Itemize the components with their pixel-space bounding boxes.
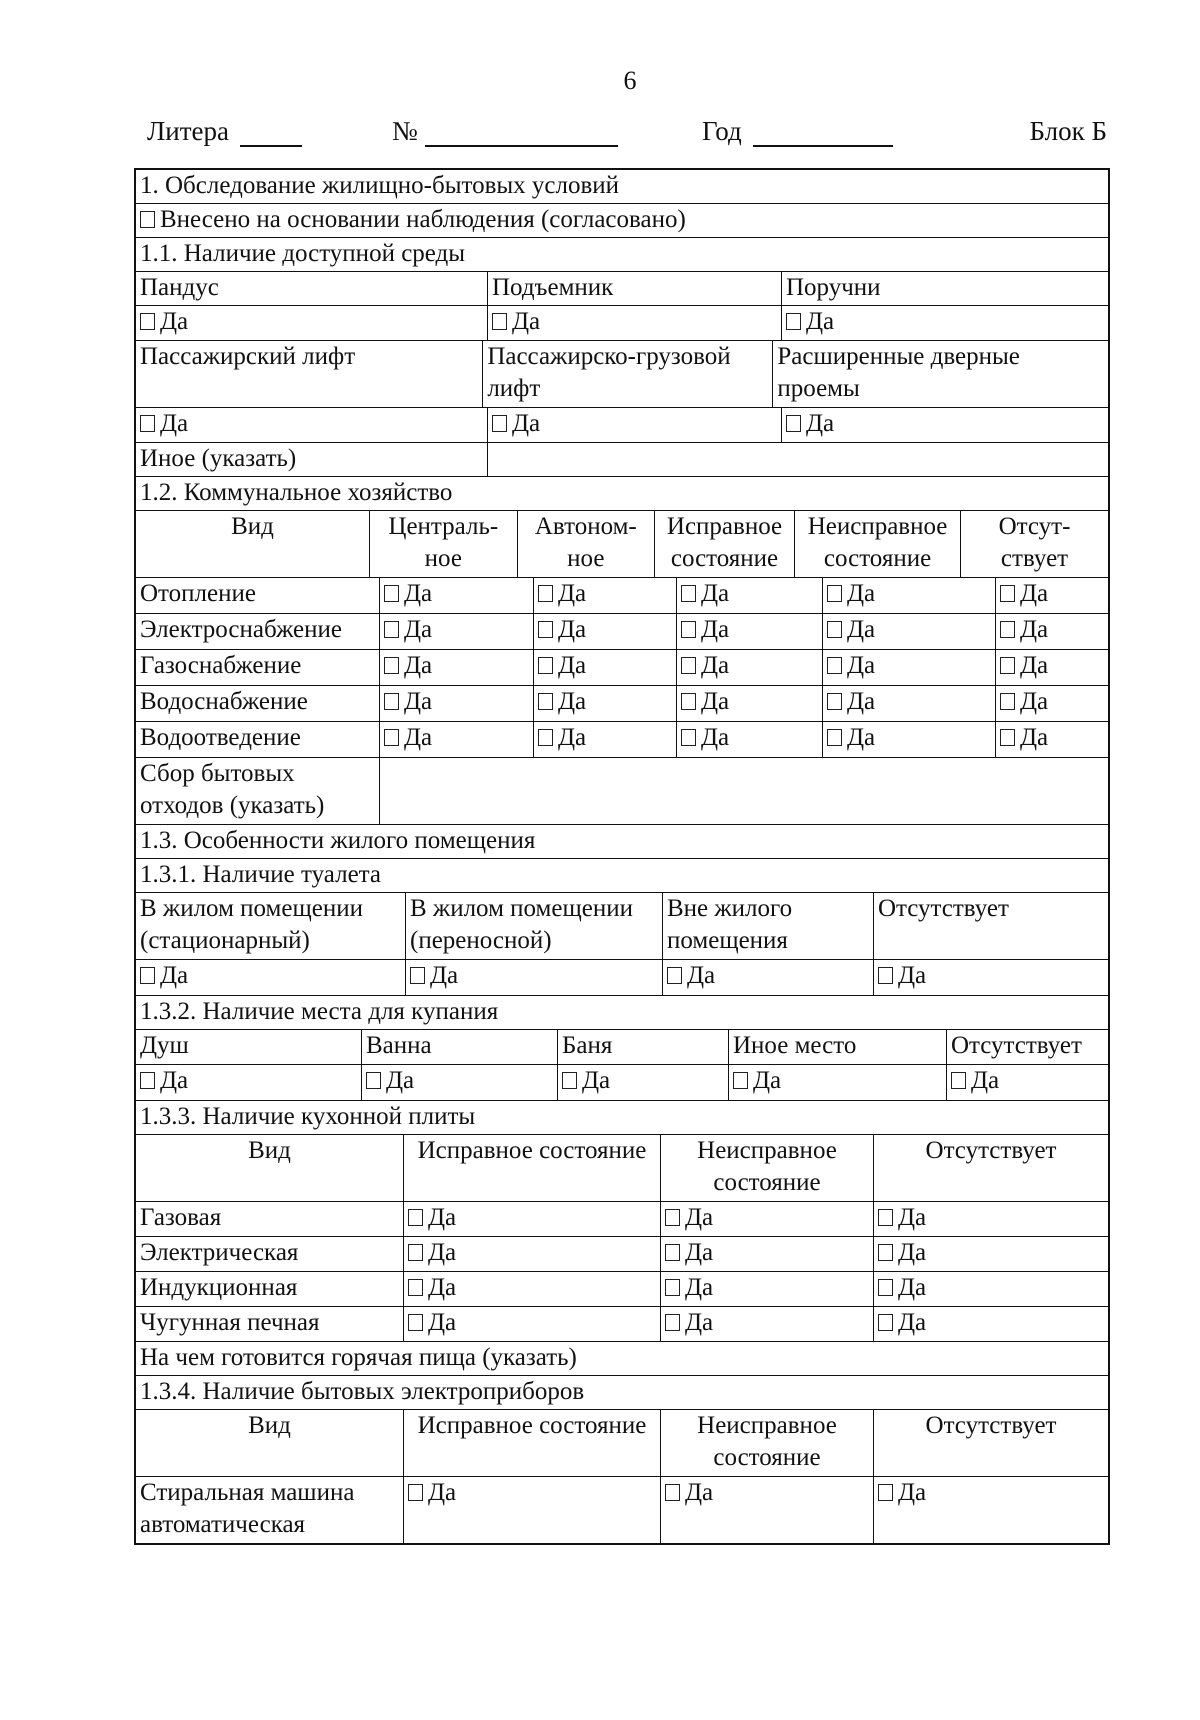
bathing-header-row xyxy=(136,1029,1108,1064)
number-field[interactable] xyxy=(425,145,618,147)
section-1-3-title: 1.3. Особенности жилого помещения xyxy=(140,827,536,854)
yes-label: Да xyxy=(428,1479,457,1506)
passenger-elevator-label: Пассажирский лифт xyxy=(140,343,356,370)
utilities-header-row xyxy=(136,510,1108,577)
bathing-col-shower: Душ xyxy=(140,1032,189,1059)
checkbox[interactable] xyxy=(538,585,553,602)
utilities-check[interactable] xyxy=(995,650,1108,685)
lift-platform-check[interactable] xyxy=(487,306,781,340)
yes-label: Да xyxy=(1020,652,1049,679)
yes-label: Да xyxy=(430,962,459,989)
yes-label: Да xyxy=(428,1204,457,1231)
checkbox[interactable] xyxy=(140,415,155,432)
header-line xyxy=(147,114,1107,148)
section-1-title-row xyxy=(136,170,1108,203)
yes-label: Да xyxy=(685,1204,714,1231)
checkbox[interactable] xyxy=(492,415,507,432)
checkbox[interactable] xyxy=(827,657,842,674)
yes-label: Да xyxy=(160,308,189,335)
yes-label: Да xyxy=(428,1239,457,1266)
toilet-col-stationary: В жилом помещении (стационарный) xyxy=(140,895,363,954)
yes-label: Да xyxy=(386,1067,415,1094)
stove-col-absent: Отсутствует xyxy=(873,1135,1108,1201)
checkbox[interactable] xyxy=(538,621,553,638)
yes-label: Да xyxy=(753,1067,782,1094)
yes-label: Да xyxy=(160,1067,189,1094)
year-field[interactable] xyxy=(753,145,893,147)
yes-label: Да xyxy=(847,688,876,715)
section-1-3-4-title: 1.3.4. Наличие бытовых электроприборов xyxy=(140,1378,585,1405)
stove-check[interactable] xyxy=(873,1307,1108,1341)
stove-col-type: Вид xyxy=(248,1137,291,1164)
utilities-row xyxy=(136,649,1108,685)
waste-input[interactable] xyxy=(379,758,1108,824)
checkbox[interactable] xyxy=(665,1279,680,1296)
stove-check[interactable] xyxy=(403,1202,660,1236)
checkbox[interactable] xyxy=(827,693,842,710)
checkbox[interactable] xyxy=(681,621,696,638)
utilities-col-central: Централь- ное xyxy=(369,511,517,577)
utilities-check[interactable] xyxy=(379,614,533,649)
yes-label: Да xyxy=(404,688,433,715)
appliance-col-broken: Неисправное состояние xyxy=(660,1410,873,1476)
stove-check[interactable] xyxy=(660,1307,873,1341)
appliance-row-label: Стиральная машина автоматическая xyxy=(140,1479,355,1538)
appliance-header-row xyxy=(136,1409,1108,1476)
yes-label: Да xyxy=(898,1274,927,1301)
stove-check[interactable] xyxy=(873,1202,1108,1236)
checkbox[interactable] xyxy=(140,313,155,330)
utilities-col-absent: Отсут- ствует xyxy=(960,511,1108,577)
yes-label: Да xyxy=(1020,580,1049,607)
ramp-check[interactable] xyxy=(136,306,487,340)
checkbox[interactable] xyxy=(878,1279,893,1296)
appliance-col-working: Исправное состояние xyxy=(403,1410,660,1476)
checkbox[interactable] xyxy=(562,1072,577,1089)
section-1-1-title-row xyxy=(136,237,1108,271)
yes-label: Да xyxy=(687,962,716,989)
utilities-check[interactable] xyxy=(533,578,676,613)
utilities-row-label: Газоснабжение xyxy=(140,652,302,679)
yes-label: Да xyxy=(701,724,730,751)
checkbox[interactable] xyxy=(667,967,682,984)
utilities-check[interactable] xyxy=(676,650,822,685)
utilities-check[interactable] xyxy=(995,686,1108,721)
section-1-3-2-title: 1.3.2. Наличие места для купания xyxy=(140,998,499,1025)
utilities-check[interactable] xyxy=(822,686,995,721)
yes-label: Да xyxy=(847,652,876,679)
stove-row-label: Чугунная печная xyxy=(140,1309,320,1336)
section-1-2-title-row xyxy=(136,476,1108,510)
yes-label: Да xyxy=(685,1239,714,1266)
checkbox[interactable] xyxy=(1000,621,1015,638)
utilities-row-label: Водоснабжение xyxy=(140,688,308,715)
utilities-col-working: Исправное состояние xyxy=(654,511,794,577)
access-row-1-labels xyxy=(136,271,1108,305)
passenger-elevator-check[interactable] xyxy=(136,408,487,442)
section-1-2-title: 1.2. Коммунальное хозяйство xyxy=(140,479,453,506)
utilities-check[interactable] xyxy=(822,578,995,613)
utilities-row xyxy=(136,721,1108,757)
section-1-3-1-title-row xyxy=(136,858,1108,892)
checkbox[interactable] xyxy=(384,585,399,602)
yes-label: Да xyxy=(898,962,927,989)
yes-label: Да xyxy=(898,1239,927,1266)
toilet-col-outside: Вне жилого помещения xyxy=(662,893,873,959)
checkbox[interactable] xyxy=(538,657,553,674)
access-other-label: Иное (указать) xyxy=(140,445,297,472)
bathing-check[interactable] xyxy=(946,1065,1108,1100)
toilet-check-row xyxy=(136,959,1108,995)
observation-checkbox[interactable] xyxy=(140,211,155,228)
checkbox[interactable] xyxy=(538,693,553,710)
utilities-row xyxy=(136,577,1108,613)
yes-label: Да xyxy=(685,1309,714,1336)
lift-platform-label: Подъемник xyxy=(487,272,781,305)
checkbox[interactable] xyxy=(366,1072,381,1089)
utilities-check[interactable] xyxy=(379,578,533,613)
yes-label: Да xyxy=(558,688,587,715)
stove-row xyxy=(136,1236,1108,1271)
checkbox[interactable] xyxy=(878,1314,893,1331)
stove-check[interactable] xyxy=(403,1272,660,1306)
utilities-row xyxy=(136,613,1108,649)
bathing-col-banya: Баня xyxy=(557,1030,728,1064)
toilet-check[interactable] xyxy=(873,960,1108,995)
checkbox[interactable] xyxy=(827,585,842,602)
utilities-check[interactable] xyxy=(676,722,822,757)
yes-label: Да xyxy=(1020,616,1049,643)
yes-label: Да xyxy=(701,580,730,607)
litera-label: Литера xyxy=(147,116,230,146)
checkbox[interactable] xyxy=(1000,585,1015,602)
stove-col-broken: Неисправное состояние xyxy=(660,1135,873,1201)
yes-label: Да xyxy=(404,724,433,751)
checkbox[interactable] xyxy=(878,1484,893,1501)
bathing-check[interactable] xyxy=(557,1065,728,1100)
access-row-2-checks xyxy=(136,407,1108,442)
section-1-3-3-title-row xyxy=(136,1100,1108,1134)
yes-label: Да xyxy=(404,616,433,643)
section-1-3-title-row xyxy=(136,824,1108,858)
stove-row xyxy=(136,1271,1108,1306)
utilities-check[interactable] xyxy=(822,722,995,757)
checkbox[interactable] xyxy=(665,1314,680,1331)
utilities-col-type: Вид xyxy=(231,513,274,540)
yes-label: Да xyxy=(558,580,587,607)
bathing-check[interactable] xyxy=(728,1065,946,1100)
bathing-col-bathtub: Ванна xyxy=(361,1030,557,1064)
utilities-check[interactable] xyxy=(822,650,995,685)
yes-label: Да xyxy=(685,1479,714,1506)
waste-row xyxy=(136,757,1108,824)
utilities-check[interactable] xyxy=(379,686,533,721)
utilities-check[interactable] xyxy=(676,686,822,721)
checkbox[interactable] xyxy=(665,1209,680,1226)
stove-row-label: Электрическая xyxy=(140,1239,299,1266)
stove-row-label: Газовая xyxy=(140,1204,222,1231)
checkbox[interactable] xyxy=(384,657,399,674)
stove-check[interactable] xyxy=(660,1272,873,1306)
checkbox[interactable] xyxy=(878,1209,893,1226)
yes-label: Да xyxy=(558,616,587,643)
yes-label: Да xyxy=(558,724,587,751)
utilities-check[interactable] xyxy=(995,578,1108,613)
wide-doorways-check[interactable] xyxy=(781,408,1108,442)
checkbox[interactable] xyxy=(140,967,155,984)
toilet-col-portable: В жилом помещении (переносной) xyxy=(405,893,662,959)
observation-cell[interactable] xyxy=(136,204,1108,237)
number-label: № xyxy=(392,116,418,146)
utilities-col-broken: Неисправное состояние xyxy=(794,511,960,577)
section-1-3-3-title: 1.3.3. Наличие кухонной плиты xyxy=(140,1103,476,1130)
checkbox[interactable] xyxy=(408,1484,423,1501)
checkbox[interactable] xyxy=(384,729,399,746)
utilities-row-label: Электроснабжение xyxy=(140,616,342,643)
appliance-col-type: Вид xyxy=(248,1412,291,1439)
stove-check[interactable] xyxy=(403,1307,660,1341)
yes-label: Да xyxy=(806,410,835,437)
yes-label: Да xyxy=(1020,724,1049,751)
toilet-check[interactable] xyxy=(662,960,873,995)
hot-food-label[interactable]: На чем готовится горячая пища (указать) xyxy=(140,1344,577,1371)
appliance-check[interactable] xyxy=(660,1477,873,1543)
checkbox[interactable] xyxy=(665,1244,680,1261)
yes-label: Да xyxy=(160,410,189,437)
stove-col-working: Исправное состояние xyxy=(403,1135,660,1201)
access-other-row xyxy=(136,442,1108,476)
appliance-check[interactable] xyxy=(873,1477,1108,1543)
checkbox[interactable] xyxy=(878,967,893,984)
section-1-1-title: 1.1. Наличие доступной среды xyxy=(140,240,466,267)
checkbox[interactable] xyxy=(786,313,801,330)
yes-label: Да xyxy=(582,1067,611,1094)
yes-label: Да xyxy=(512,410,541,437)
checkbox[interactable] xyxy=(140,1072,155,1089)
checkbox[interactable] xyxy=(878,1244,893,1261)
yes-label: Да xyxy=(701,652,730,679)
utilities-check[interactable] xyxy=(676,614,822,649)
utilities-check[interactable] xyxy=(533,614,676,649)
yes-label: Да xyxy=(512,308,541,335)
stove-check[interactable] xyxy=(660,1202,873,1236)
checkbox[interactable] xyxy=(827,729,842,746)
appliance-check[interactable] xyxy=(403,1477,660,1543)
wide-doorways-label: Расширенные дверные проемы xyxy=(772,341,1108,407)
utilities-check[interactable] xyxy=(379,722,533,757)
utilities-check[interactable] xyxy=(995,722,1108,757)
handrails-label: Поручни xyxy=(781,272,1108,305)
handrails-check[interactable] xyxy=(781,306,1108,340)
checkbox[interactable] xyxy=(384,621,399,638)
checkbox[interactable] xyxy=(681,729,696,746)
stove-check[interactable] xyxy=(873,1272,1108,1306)
utilities-check[interactable] xyxy=(533,686,676,721)
checkbox[interactable] xyxy=(408,1279,423,1296)
page-number: 6 xyxy=(623,66,637,95)
checkbox[interactable] xyxy=(538,729,553,746)
checkbox[interactable] xyxy=(681,585,696,602)
checkbox[interactable] xyxy=(410,967,425,984)
utilities-row-label: Водоотведение xyxy=(140,724,301,751)
survey-form xyxy=(134,168,1110,1545)
utilities-check[interactable] xyxy=(676,578,822,613)
yes-label: Да xyxy=(1020,688,1049,715)
yes-label: Да xyxy=(558,652,587,679)
toilet-header-row xyxy=(136,892,1108,959)
utilities-row xyxy=(136,685,1108,721)
section-1-3-4-title-row xyxy=(136,1375,1108,1409)
bathing-col-absent: Отсутствует xyxy=(946,1030,1108,1064)
checkbox[interactable] xyxy=(827,621,842,638)
stove-check[interactable] xyxy=(873,1237,1108,1271)
stove-row xyxy=(136,1306,1108,1341)
access-row-1-checks xyxy=(136,305,1108,340)
utilities-row-label: Отопление xyxy=(140,580,256,607)
stove-row xyxy=(136,1201,1108,1236)
checkbox[interactable] xyxy=(408,1314,423,1331)
utilities-check[interactable] xyxy=(533,650,676,685)
section-1-title: 1. Обследование жилищно-бытовых условий xyxy=(140,172,620,199)
checkbox[interactable] xyxy=(681,657,696,674)
bathing-col-other: Иное место xyxy=(728,1030,946,1064)
access-other-input[interactable] xyxy=(487,443,1108,476)
yes-label: Да xyxy=(404,580,433,607)
utilities-check[interactable] xyxy=(995,614,1108,649)
yes-label: Да xyxy=(428,1274,457,1301)
yes-label: Да xyxy=(847,724,876,751)
yes-label: Да xyxy=(160,962,189,989)
yes-label: Да xyxy=(428,1309,457,1336)
toilet-col-absent: Отсутствует xyxy=(873,893,1108,959)
checkbox[interactable] xyxy=(951,1072,966,1089)
appliance-row xyxy=(136,1476,1108,1543)
yes-label: Да xyxy=(898,1204,927,1231)
utilities-col-autonomous: Автоном- ное xyxy=(517,511,654,577)
litera-field[interactable] xyxy=(240,145,302,147)
checkbox[interactable] xyxy=(665,1484,680,1501)
checkbox[interactable] xyxy=(1000,693,1015,710)
checkbox[interactable] xyxy=(384,693,399,710)
checkbox[interactable] xyxy=(1000,729,1015,746)
yes-label: Да xyxy=(971,1067,1000,1094)
observation-row xyxy=(136,203,1108,237)
year-label: Год xyxy=(702,116,742,146)
yes-label: Да xyxy=(847,616,876,643)
yes-label: Да xyxy=(685,1274,714,1301)
stove-header-row xyxy=(136,1134,1108,1201)
bathing-check[interactable] xyxy=(361,1065,557,1100)
freight-elevator-check[interactable] xyxy=(487,408,781,442)
section-1-3-2-title-row xyxy=(136,995,1108,1029)
access-row-2-labels xyxy=(136,340,1108,407)
utilities-check[interactable] xyxy=(379,650,533,685)
yes-label: Да xyxy=(847,580,876,607)
observation-label: Внесено на основании наблюдения (согласовано) xyxy=(160,206,686,233)
freight-elevator-label: Пассажирско-грузовой лифт xyxy=(482,341,772,407)
toilet-check[interactable] xyxy=(136,960,405,995)
hot-food-row xyxy=(136,1341,1108,1375)
section-1-3-1-title: 1.3.1. Наличие туалета xyxy=(140,861,382,888)
bathing-check[interactable] xyxy=(136,1065,361,1100)
checkbox[interactable] xyxy=(408,1209,423,1226)
yes-label: Да xyxy=(898,1309,927,1336)
checkbox[interactable] xyxy=(786,415,801,432)
bathing-check-row xyxy=(136,1064,1108,1100)
yes-label: Да xyxy=(701,688,730,715)
checkbox[interactable] xyxy=(408,1244,423,1261)
utilities-check[interactable] xyxy=(533,722,676,757)
stove-check[interactable] xyxy=(660,1237,873,1271)
stove-row-label: Индукционная xyxy=(140,1274,298,1301)
yes-label: Да xyxy=(701,616,730,643)
utilities-check[interactable] xyxy=(822,614,995,649)
block-label: Блок Б xyxy=(1029,116,1107,146)
yes-label: Да xyxy=(404,652,433,679)
waste-label: Сбор бытовых отходов (указать) xyxy=(140,760,325,819)
ramp-label: Пандус xyxy=(140,274,219,301)
yes-label: Да xyxy=(898,1479,927,1506)
appliance-col-absent: Отсутствует xyxy=(873,1410,1108,1476)
stove-check[interactable] xyxy=(403,1237,660,1271)
checkbox[interactable] xyxy=(681,693,696,710)
yes-label: Да xyxy=(806,308,835,335)
checkbox[interactable] xyxy=(1000,657,1015,674)
toilet-check[interactable] xyxy=(405,960,662,995)
checkbox[interactable] xyxy=(733,1072,748,1089)
checkbox[interactable] xyxy=(492,313,507,330)
